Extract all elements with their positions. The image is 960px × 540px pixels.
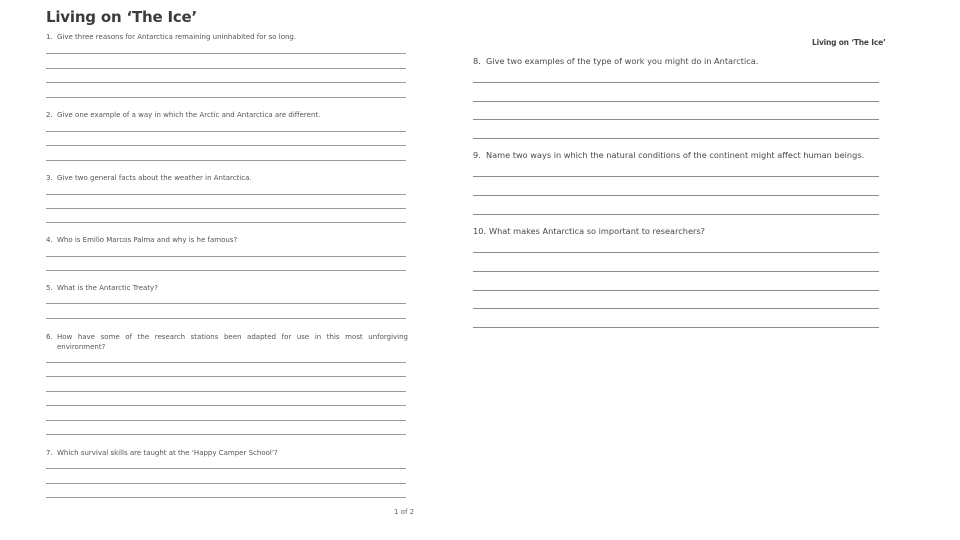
answer-line[interactable] <box>473 308 879 309</box>
answer-line[interactable] <box>46 68 406 69</box>
question-number: 4. <box>46 236 53 244</box>
answer-line[interactable] <box>46 420 406 421</box>
answer-line[interactable] <box>46 318 406 319</box>
question-number: 10. <box>473 226 487 236</box>
question-text: Who is Emilio Marcos Palma and why is he famous? <box>57 236 238 244</box>
answer-line[interactable] <box>46 270 406 271</box>
answer-line[interactable] <box>473 82 879 83</box>
question-7 <box>46 448 408 458</box>
question-text: Give two examples of the type of work you might do in Antarctica. <box>486 56 759 66</box>
answer-line[interactable] <box>46 497 406 498</box>
question-9 <box>473 150 883 161</box>
question-2 <box>46 110 408 120</box>
answer-line[interactable] <box>46 483 406 484</box>
answer-line[interactable] <box>46 53 406 54</box>
question-number: 8. <box>473 56 481 66</box>
answer-line[interactable] <box>46 82 406 83</box>
question-10 <box>473 226 883 237</box>
answer-line[interactable] <box>473 195 879 196</box>
answer-line[interactable] <box>46 222 406 223</box>
answer-line[interactable] <box>46 256 406 257</box>
answer-line[interactable] <box>473 327 879 328</box>
answer-line[interactable] <box>46 194 406 195</box>
question-text: Which survival skills are taught at the ‘Happy Camper School’? <box>57 449 278 457</box>
question-3 <box>46 173 408 183</box>
question-number: 7. <box>46 449 53 457</box>
answer-line[interactable] <box>46 434 406 435</box>
question-6 <box>46 332 408 352</box>
running-header: Living on ‘The Ice’ <box>812 38 886 47</box>
question-text: Give one example of a way in which the Arctic and Antarctica are different. <box>57 111 321 119</box>
answer-line[interactable] <box>46 97 406 98</box>
answer-line[interactable] <box>473 252 879 253</box>
question-number: 1. <box>46 33 53 41</box>
question-number: 9. <box>473 150 481 160</box>
question-number: 2. <box>46 111 53 119</box>
question-number: 6. <box>46 333 53 341</box>
answer-line[interactable] <box>473 119 879 120</box>
question-text: How have some of the research stations been adapted for use in this most unforgiving environment? <box>57 333 408 351</box>
answer-line[interactable] <box>46 468 406 469</box>
answer-line[interactable] <box>46 362 406 363</box>
page-title: Living on ‘The Ice’ <box>46 8 198 26</box>
answer-line[interactable] <box>46 208 406 209</box>
question-text: What makes Antarctica so important to researchers? <box>489 226 705 236</box>
question-1 <box>46 32 408 42</box>
page-number: 1 of 2 <box>394 508 415 516</box>
question-text: What is the Antarctic Treaty? <box>57 284 158 292</box>
question-text: Give three reasons for Antarctica remaining uninhabited for so long. <box>57 33 297 41</box>
answer-line[interactable] <box>473 101 879 102</box>
answer-line[interactable] <box>473 176 879 177</box>
answer-line[interactable] <box>473 271 879 272</box>
answer-line[interactable] <box>473 138 879 139</box>
question-text: Give two general facts about the weather in Antarctica. <box>57 174 252 182</box>
question-number: 5. <box>46 284 53 292</box>
answer-line[interactable] <box>46 391 406 392</box>
answer-line[interactable] <box>46 160 406 161</box>
answer-line[interactable] <box>473 214 879 215</box>
answer-line[interactable] <box>46 131 406 132</box>
question-4 <box>46 235 408 245</box>
answer-line[interactable] <box>473 290 879 291</box>
question-number: 3. <box>46 174 53 182</box>
answer-line[interactable] <box>46 376 406 377</box>
question-text: Name two ways in which the natural conditions of the continent might affect human beings. <box>486 150 865 160</box>
answer-line[interactable] <box>46 145 406 146</box>
question-5 <box>46 283 408 293</box>
answer-line[interactable] <box>46 405 406 406</box>
answer-line[interactable] <box>46 303 406 304</box>
question-8 <box>473 56 883 67</box>
